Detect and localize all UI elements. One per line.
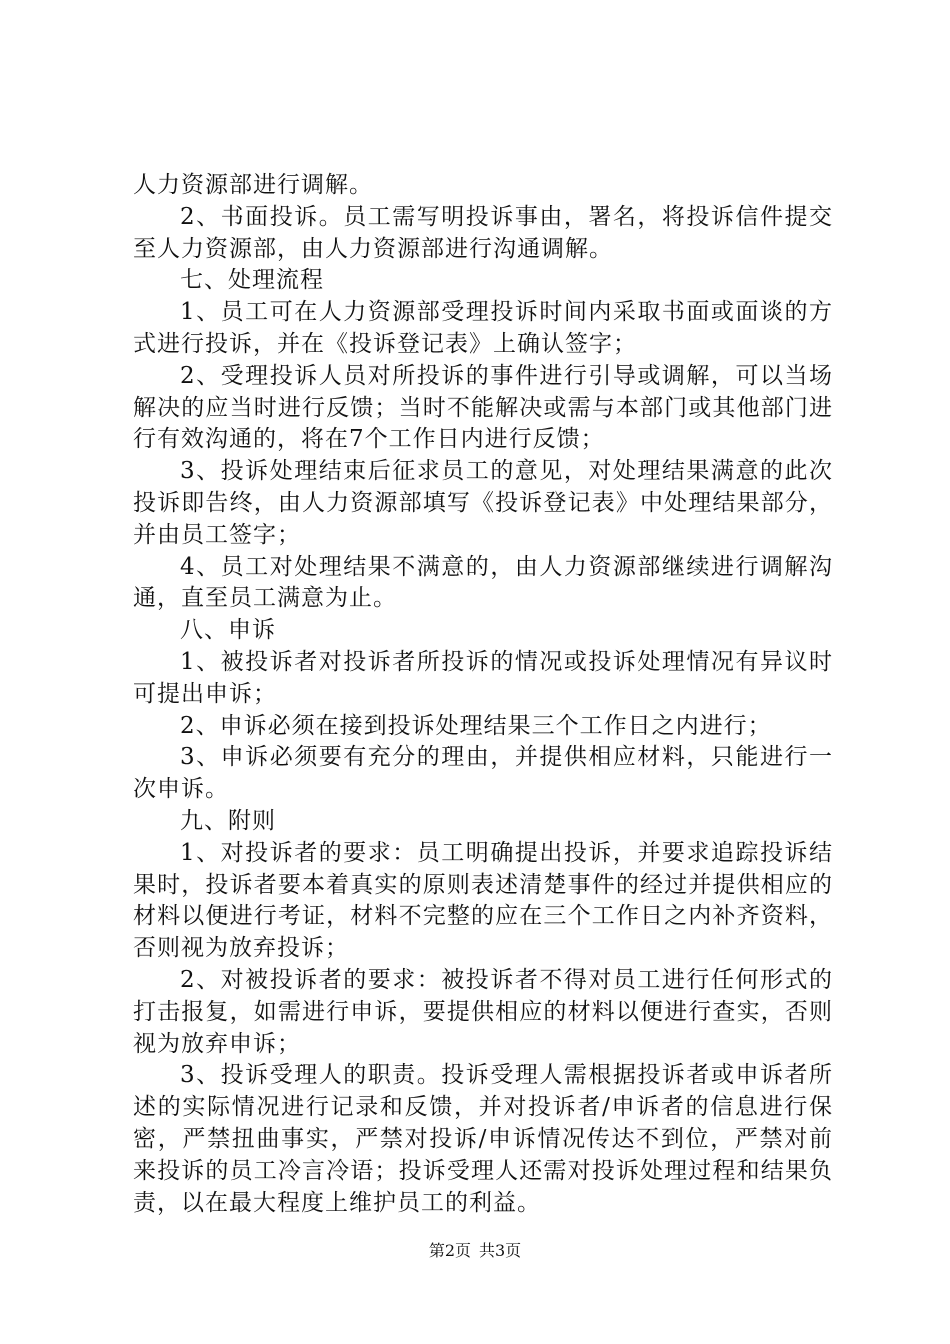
paragraph: 2、书面投诉。员工需写明投诉事由，署名，将投诉信件提交至人力资源部，由人力资源部进行沟通调解。 (133, 203, 833, 262)
paragraph: 人力资源部进行调解。 (133, 172, 373, 198)
paragraph: 3、投诉受理人的职责。投诉受理人需根据投诉者或申诉者所述的实际情况进行记录和反馈，并对投诉者/申诉者的信息进行保密，严禁扭曲事实，严禁对投诉/申诉情况传达不到位，严禁对前来投诉的员工冷言冷语；投诉受理人还需对投诉处理过程和结果负责，以在最大程度上维护员工的利益。 (133, 1062, 833, 1216)
paragraph: 3、申诉必须要有充分的理由，并提供相应材料，只能进行一次申诉。 (133, 744, 833, 803)
section-heading: 七、处理流程 (180, 267, 324, 294)
page-total: 共3页 (479, 1241, 522, 1260)
paragraph: 1、员工可在人力资源部受理投诉时间内采取书面或面谈的方式进行投诉，并在《投诉登记表》上确认签字； (133, 299, 833, 357)
page-number: 第2页 (428, 1241, 471, 1260)
paragraph: 2、申诉必须在接到投诉处理结果三个工作日之内进行； (180, 712, 772, 739)
paragraph: 3、投诉处理结束后征求员工的意见，对处理结果满意的此次投诉即告终，由人力资源部填写《投诉登记表》中处理结果部分，并由员工签字； (133, 458, 833, 548)
paragraph: 2、对被投诉者的要求：被投诉者不得对员工进行任何形式的打击报复，如需进行申诉，要提供相应的材料以便进行查实，否则视为放弃申诉； (133, 966, 833, 1057)
paragraph: 1、对投诉者的要求：员工明确提出投诉，并要求追踪投诉结果时，投诉者要本着真实的原则表述清楚事件的经过并提供相应的材料以便进行考证，材料不完整的应在三个工作日之内补齐资料，否则视为放弃投诉； (133, 839, 833, 962)
page-footer (0, 1241, 950, 1261)
paragraph: 4、员工对处理结果不满意的，由人力资源部继续进行调解沟通，直至员工满意为止。 (133, 553, 833, 612)
section-heading: 八、申诉 (180, 617, 276, 644)
paragraph: 2、受理投诉人员对所投诉的事件进行引导或调解，可以当场解决的应当时进行反馈；当时不能解决或需与本部门或其他部门进行有效沟通的，将在7个工作日内进行反馈； (133, 362, 833, 453)
section-heading: 九、附则 (180, 807, 276, 834)
document-body (133, 170, 833, 1219)
paragraph: 1、被投诉者对投诉者所投诉的情况或投诉处理情况有异议时可提出申诉； (133, 648, 833, 707)
